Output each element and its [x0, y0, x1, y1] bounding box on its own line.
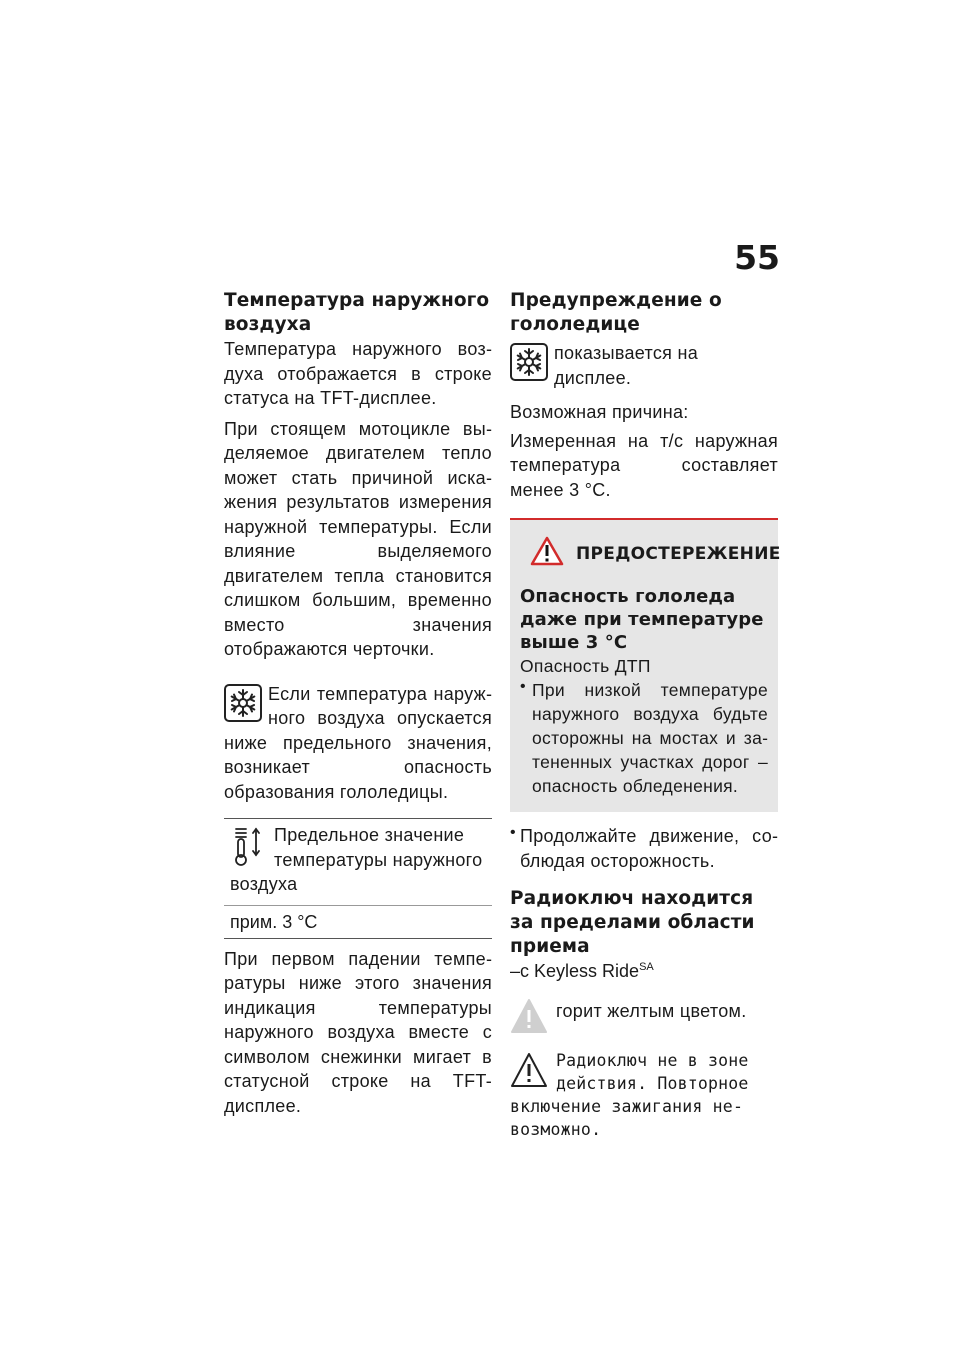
action-text: Продолжайте движение, соблюдая осторожность.	[520, 826, 778, 871]
warning-title: ПРЕДОСТЕРЕЖЕНИЕ	[576, 543, 781, 564]
keyless-ride-text: с Keyless Ride	[520, 961, 640, 981]
list-item: • Продолжайте движение, соблюдая осторожность.	[510, 824, 778, 873]
display-warning-line	[510, 1049, 778, 1141]
display-warning-icon	[510, 1051, 548, 1089]
warning-box	[510, 518, 781, 812]
paragraph: горит желтым цветом.	[556, 1001, 747, 1021]
paragraph: Температура наружного воздуха отображается в строке статуса на TFT-дисплее.	[224, 339, 492, 408]
spec-value: прим. 3 °C	[224, 905, 492, 938]
snowflake-paragraph	[224, 682, 492, 805]
snowflake-icon	[224, 684, 262, 722]
right-column	[510, 289, 781, 1141]
thermometer-icon	[234, 825, 264, 867]
general-warning-icon	[510, 997, 548, 1035]
warning-triangle-icon	[530, 536, 564, 571]
snowflake-display-line	[510, 341, 778, 390]
warning-bullet-text: При низкой температуре наружного воздуха будьте осторожны на мостах и затененных участках дорог – опасность обледенения.	[532, 680, 768, 796]
snowflake-icon	[510, 343, 548, 381]
spec-label: Предельное значение температуры наружного воздуха	[230, 825, 483, 894]
section-heading-outside-temperature: Температура наружного воздуха	[224, 290, 490, 335]
warning-subtitle: Опасность ДТП	[520, 656, 651, 676]
cause-label: Возможная причина:	[510, 402, 689, 422]
section-heading-ice-warning: Предупреждение о гололедице	[510, 290, 722, 335]
sa-superscript: SA	[639, 961, 654, 973]
dash-line: –с Keyless Ride$^{SA}$	[510, 961, 654, 981]
paragraph: Если температура наружного воздуха опускается ниже предельного значения, возникает опасность образования гололедицы.	[224, 683, 492, 802]
paragraph: показывается на дисплее.	[554, 343, 699, 388]
paragraph: При первом падении температуры ниже этого значения индикация температуры наружного воздуха вместе с символом снежинки мигает в статусной строке на TFT-дисплее.	[224, 948, 492, 1116]
warning-heading: Опасность гололеда даже при температуре выше 3 °C	[520, 586, 764, 653]
left-column	[224, 289, 492, 1118]
list-item: • При низкой температуре наружного воздуха будьте осторожны на мостах и затененных участках дорог – опасность обледенения.	[520, 678, 768, 796]
display-message: Радиоключ не в зоне действия. Повторное включение зажигания невозможно.	[510, 1051, 749, 1139]
cause-text: Измеренная на т/с наружная температура составляет менее 3 °C.	[510, 430, 778, 500]
spec-table	[224, 818, 492, 939]
general-warning-line	[510, 995, 778, 1035]
paragraph: При стоящем мотоцикле выделяемое двигателем тепло может стать причиной искажения результатов измерения наружной температуры. Если влияние выделяемого двигателем тепла становится слишком большим, временно вместо значения отображаются черточки.	[224, 418, 492, 659]
section-heading-radio-key: Радиоключ находится за пределами области приема	[510, 888, 755, 957]
page-number: 55	[734, 238, 780, 277]
